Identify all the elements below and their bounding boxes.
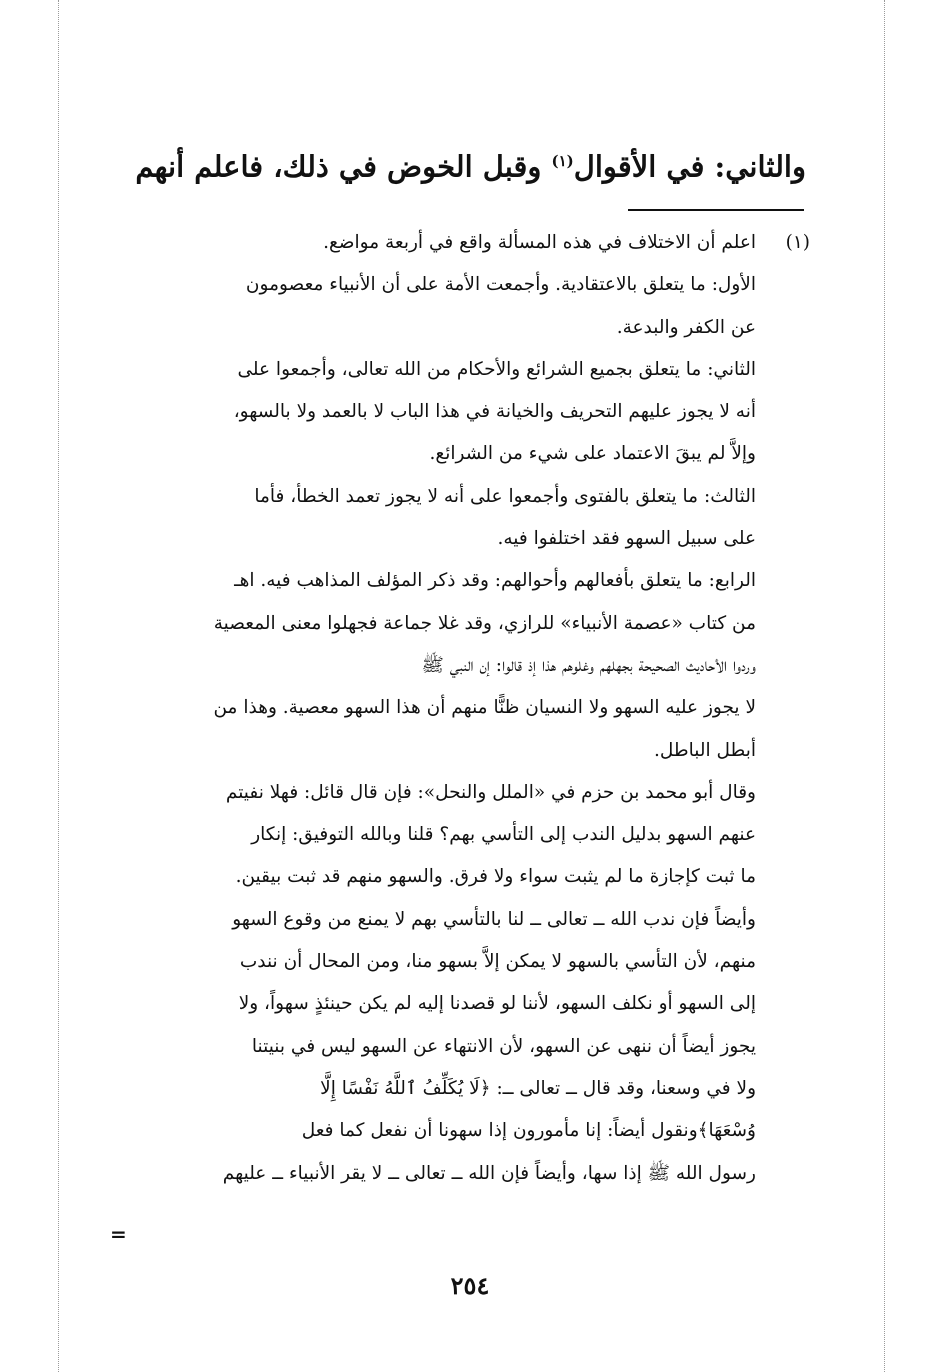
footnote-line-text: الثالث: ما يتعلق بالفتوى وأجمعوا على أنه لا يجوز تعمد الخطأ، فأما [254,485,756,507]
footnote-line [128,687,810,729]
footnote-line [128,856,810,898]
footnote-line-text: إلى السهو أو نكلف السهو، لأننا لو قصدنا إليه لم يكن حينئذٍ سهواً، ولا [238,993,756,1015]
left-dotted-margin [58,0,59,1372]
footnote-line [128,264,810,306]
footnote-line [128,1026,810,1068]
footnote-line [128,391,810,433]
footnote-line-text: ولا في وسعنا، وقد قال ــ تعالى ــ: ﴿لَا يُكَلِّفُ ٱللَّهُ نَفْسًا إِلَّا [320,1077,756,1099]
footnote-line [128,349,810,391]
footnote-line-text: منهم، لأن التأسي بالسهو لا يمكن إلاَّ بسهو منا، ومن المحال أن نندب [239,951,756,973]
footnote-line-text: يجوز أيضاً أن ننهى عن السهو، لأن الانتهاء عن السهو ليس في بنيتنا [251,1035,756,1057]
footnote-line [128,899,810,941]
footnote-number: (١) [785,232,810,253]
footnote-line [128,1068,810,1110]
footnote-line [128,222,810,264]
right-dotted-margin [884,0,885,1372]
footnote-line [128,814,810,856]
footnote-line-text: وردوا الأحاديث الصحيحة بجهلهم وغلوهم هذا إذ قالوا: إن النبي ﷺ [421,654,756,676]
footnote-line-text: أنه لا يجوز عليهم التحريف والخيانة في هذا الباب لا بالعمد ولا بالسهو، [233,401,756,423]
footnote-line [128,603,810,645]
footnote-line-text: الأول: ما يتعلق بالاعتقادية. وأجمعت الأمة على أن الأنبياء معصومون [245,274,756,296]
footnote-line-text: وُسْعَهَا﴾ونقول أيضاً: إنا مأمورون إذا سهونا أن نفعل كما فعل [301,1120,756,1142]
footnote-line-text: عن الكفر والبدعة. [616,316,756,338]
footnote-line-text: أبطل الباطل. [654,739,756,761]
main-text-start: والثاني: في الأقوال [573,149,806,184]
footnote-line [128,307,810,349]
footnote-line-text: من كتاب «عصمة الأنبياء» للرازي، وقد غلا جماعة فجهلوا معنى المعصية [213,612,756,634]
footnote-line [128,730,810,772]
footnote-line [128,1153,810,1195]
continuation-mark: = [110,1222,127,1246]
footnote-line-text: ما ثبت كإجازة ما لم يثبت سواء ولا فرق. والسهو منهم قد ثبت بيقين. [235,866,756,888]
footnote-line [128,518,810,560]
footnote-line [128,560,810,602]
footnote-line-text: على سبيل السهو فقد اختلفوا فيه. [497,528,756,550]
footnote-line [128,772,810,814]
footnote-block [128,222,810,1195]
page-number: ٢٥٤ [450,1271,490,1300]
footnote-line [128,941,810,983]
footnote-line [128,983,810,1025]
footnote-separator [628,209,804,211]
footnote-line-text: الثاني: ما يتعلق بجميع الشرائع والأحكام من الله تعالى، وأجمعوا على [237,358,756,380]
footnote-line-text: وإلاَّ لم يبقَ الاعتماد على شيء من الشرائع. [429,443,756,465]
footnote-reference[interactable]: (١) [551,152,574,170]
footnote-line-text: رسول الله ﷺ إذا سها، وأيضاً فإن الله ــ تعالى ــ لا يقر الأنبياء ــ عليهم [222,1162,756,1184]
main-text-line [126,136,806,192]
footnote-line [128,476,810,518]
footnote-line-text: الرابع: ما يتعلق بأفعالهم وأحوالهم: وقد ذكر المؤلف المذاهب فيه. اهـ [234,570,756,592]
footnote-line-text: لا يجوز عليه السهو ولا النسيان ظنًّا منهم أن هذا السهو معصية. وهذا من [213,697,756,719]
main-text-end: وقبل الخوض في ذلك، فاعلم أنهم [135,149,552,184]
footnote-line [128,433,810,475]
footnote-line [128,1110,810,1152]
footnote-line-text: اعلم أن الاختلاف في هذه المسألة واقع في أربعة مواضع. [323,232,756,253]
footnote-line [128,645,810,687]
footnote-line-text: عنهم السهو بدليل الندب إلى التأسي بهم؟ قلنا وبالله التوفيق: إنكار [251,824,756,846]
footnote-line-text: وقال أبو محمد بن حزم في «الملل والنحل»: فإن قال قائل: فهلا نفيتم [225,781,756,803]
footnote-line-text: وأيضاً فإن ندب الله ــ تعالى ــ لنا بالتأسي بهم لا يمنع من وقوع السهو [232,908,756,930]
